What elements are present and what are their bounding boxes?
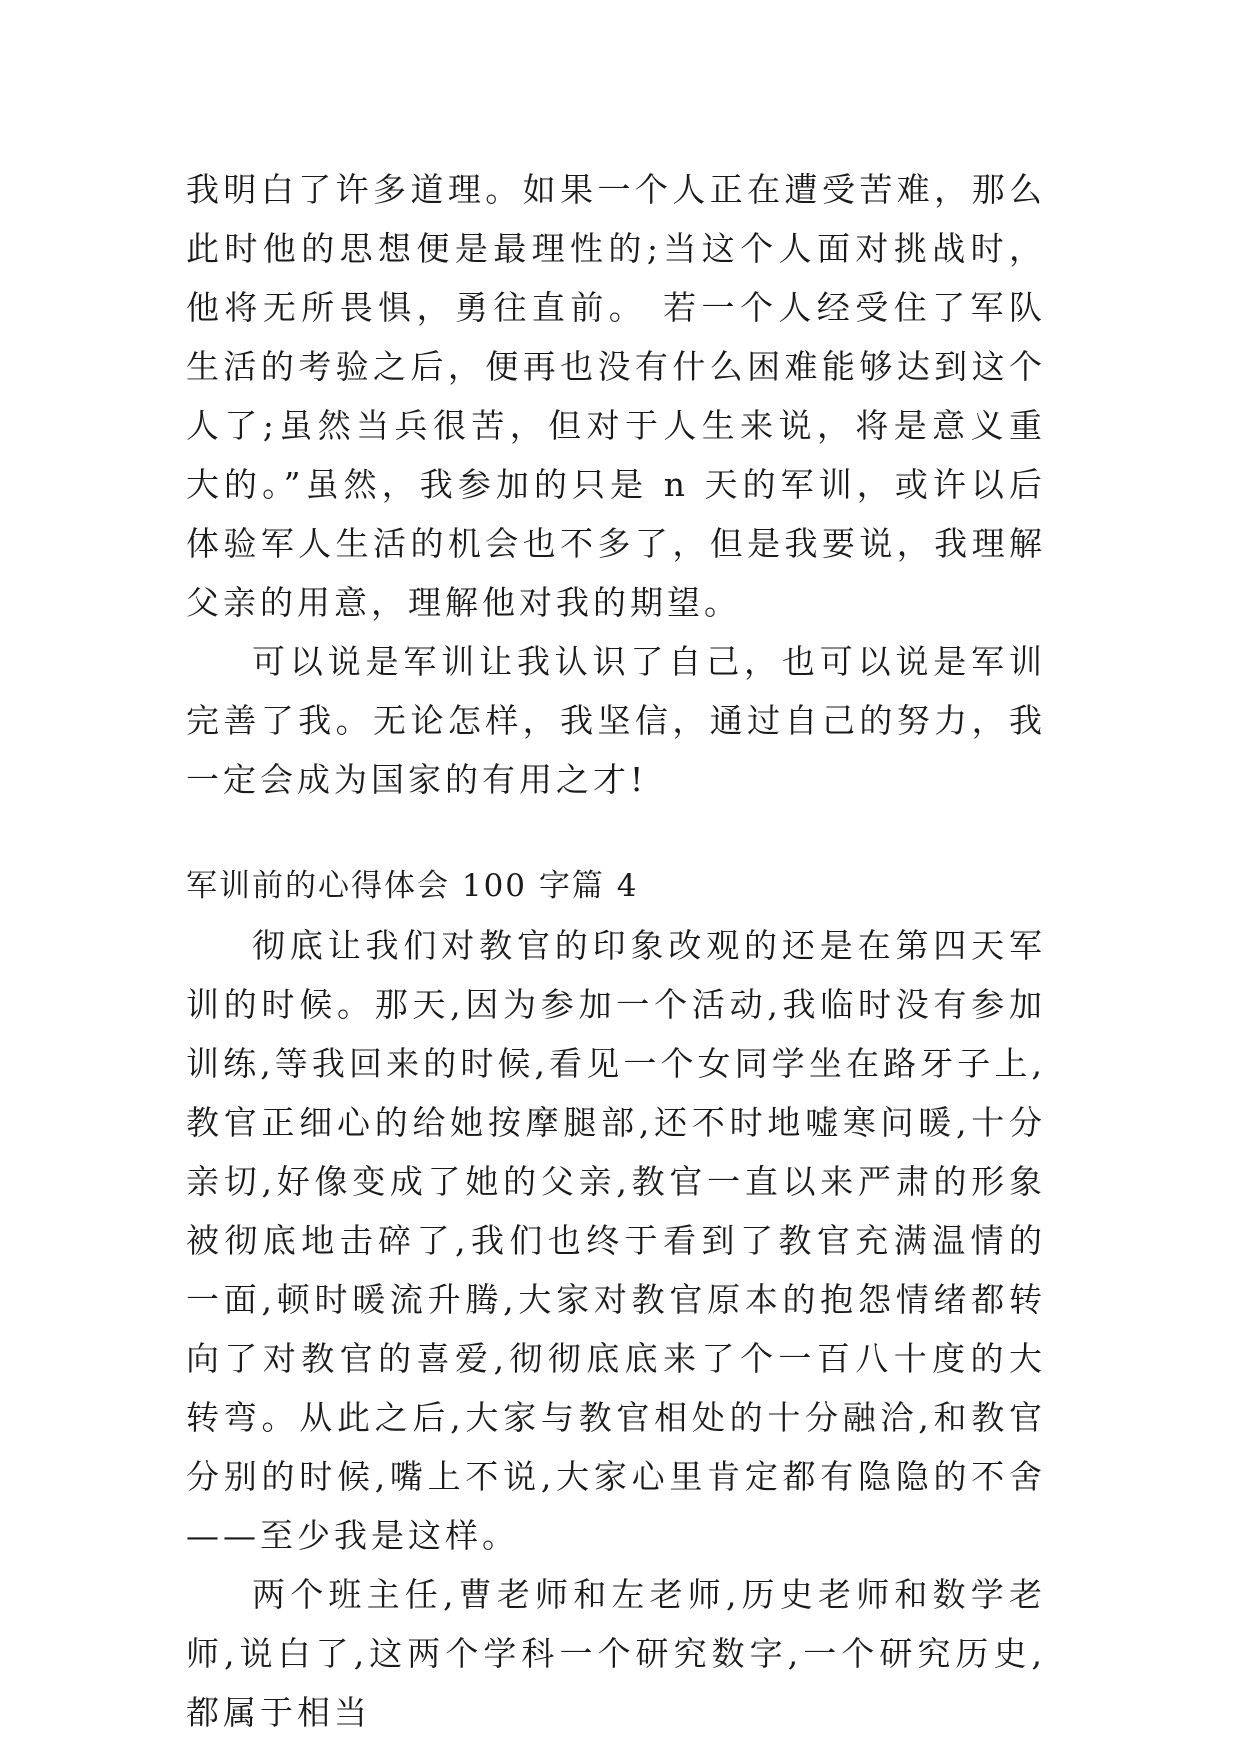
paragraph-teachers: 两个班主任,曹老师和左老师,历史老师和数学老师,说白了,这两个学科一个研究数字,一个研究历史,都属于相当 xyxy=(186,1575,1046,1732)
section-heading: 军训前的心得体会 100 字篇 4 xyxy=(186,868,639,904)
document-body xyxy=(186,160,1046,1742)
section-spacer xyxy=(186,809,1046,857)
paragraph-instructor: 彻底让我们对教官的印象改观的还是在第四天军训的时候。那天,因为参加一个活动,我临时没有参加训练,等我回来的时候,看见一个女同学坐在路牙子上,教官正细心的给她按摩腿部,还不时地嘘寒问暖,十分亲切,好像变成了她的父亲,教官一直以来严肃的形象被彻底地击碎了,我们也终于看到了教官充满温情的一面,顿时暖流升腾,大家对教官原本的抱怨情绪都转向了对教官的喜爱,彻彻底底来了个一百八十度的大转弯。从此之后,大家与教官相处的十分融洽,和教官分别的时候,嘴上不说,大家心里肯定都有隐隐的不舍——至少我是这样。 xyxy=(186,926,1046,1555)
paragraph-continued: 我明白了许多道理。如果一个人正在遭受苦难，那么此时他的思想便是最理性的;当这个人面对挑战时，他将无所畏惧，勇往直前。 若一个人经受住了军队生活的考验之后，便再也没有什么困难能够达到这个人了;虽然当兵很苦，但对于人生来说，将是意义重大的。”虽然，我参加的只是 n 天的军训，或许以后体验军人生活的机会也不多了，但是我要说，我理解父亲的用意，理解他对我的期望。 xyxy=(186,170,1046,622)
paragraph-conclusion: 可以说是军训让我认识了自己，也可以说是军训完善了我。无论怎样，我坚信，通过自己的努力，我一定会成为国家的有用之才! xyxy=(186,642,1046,799)
